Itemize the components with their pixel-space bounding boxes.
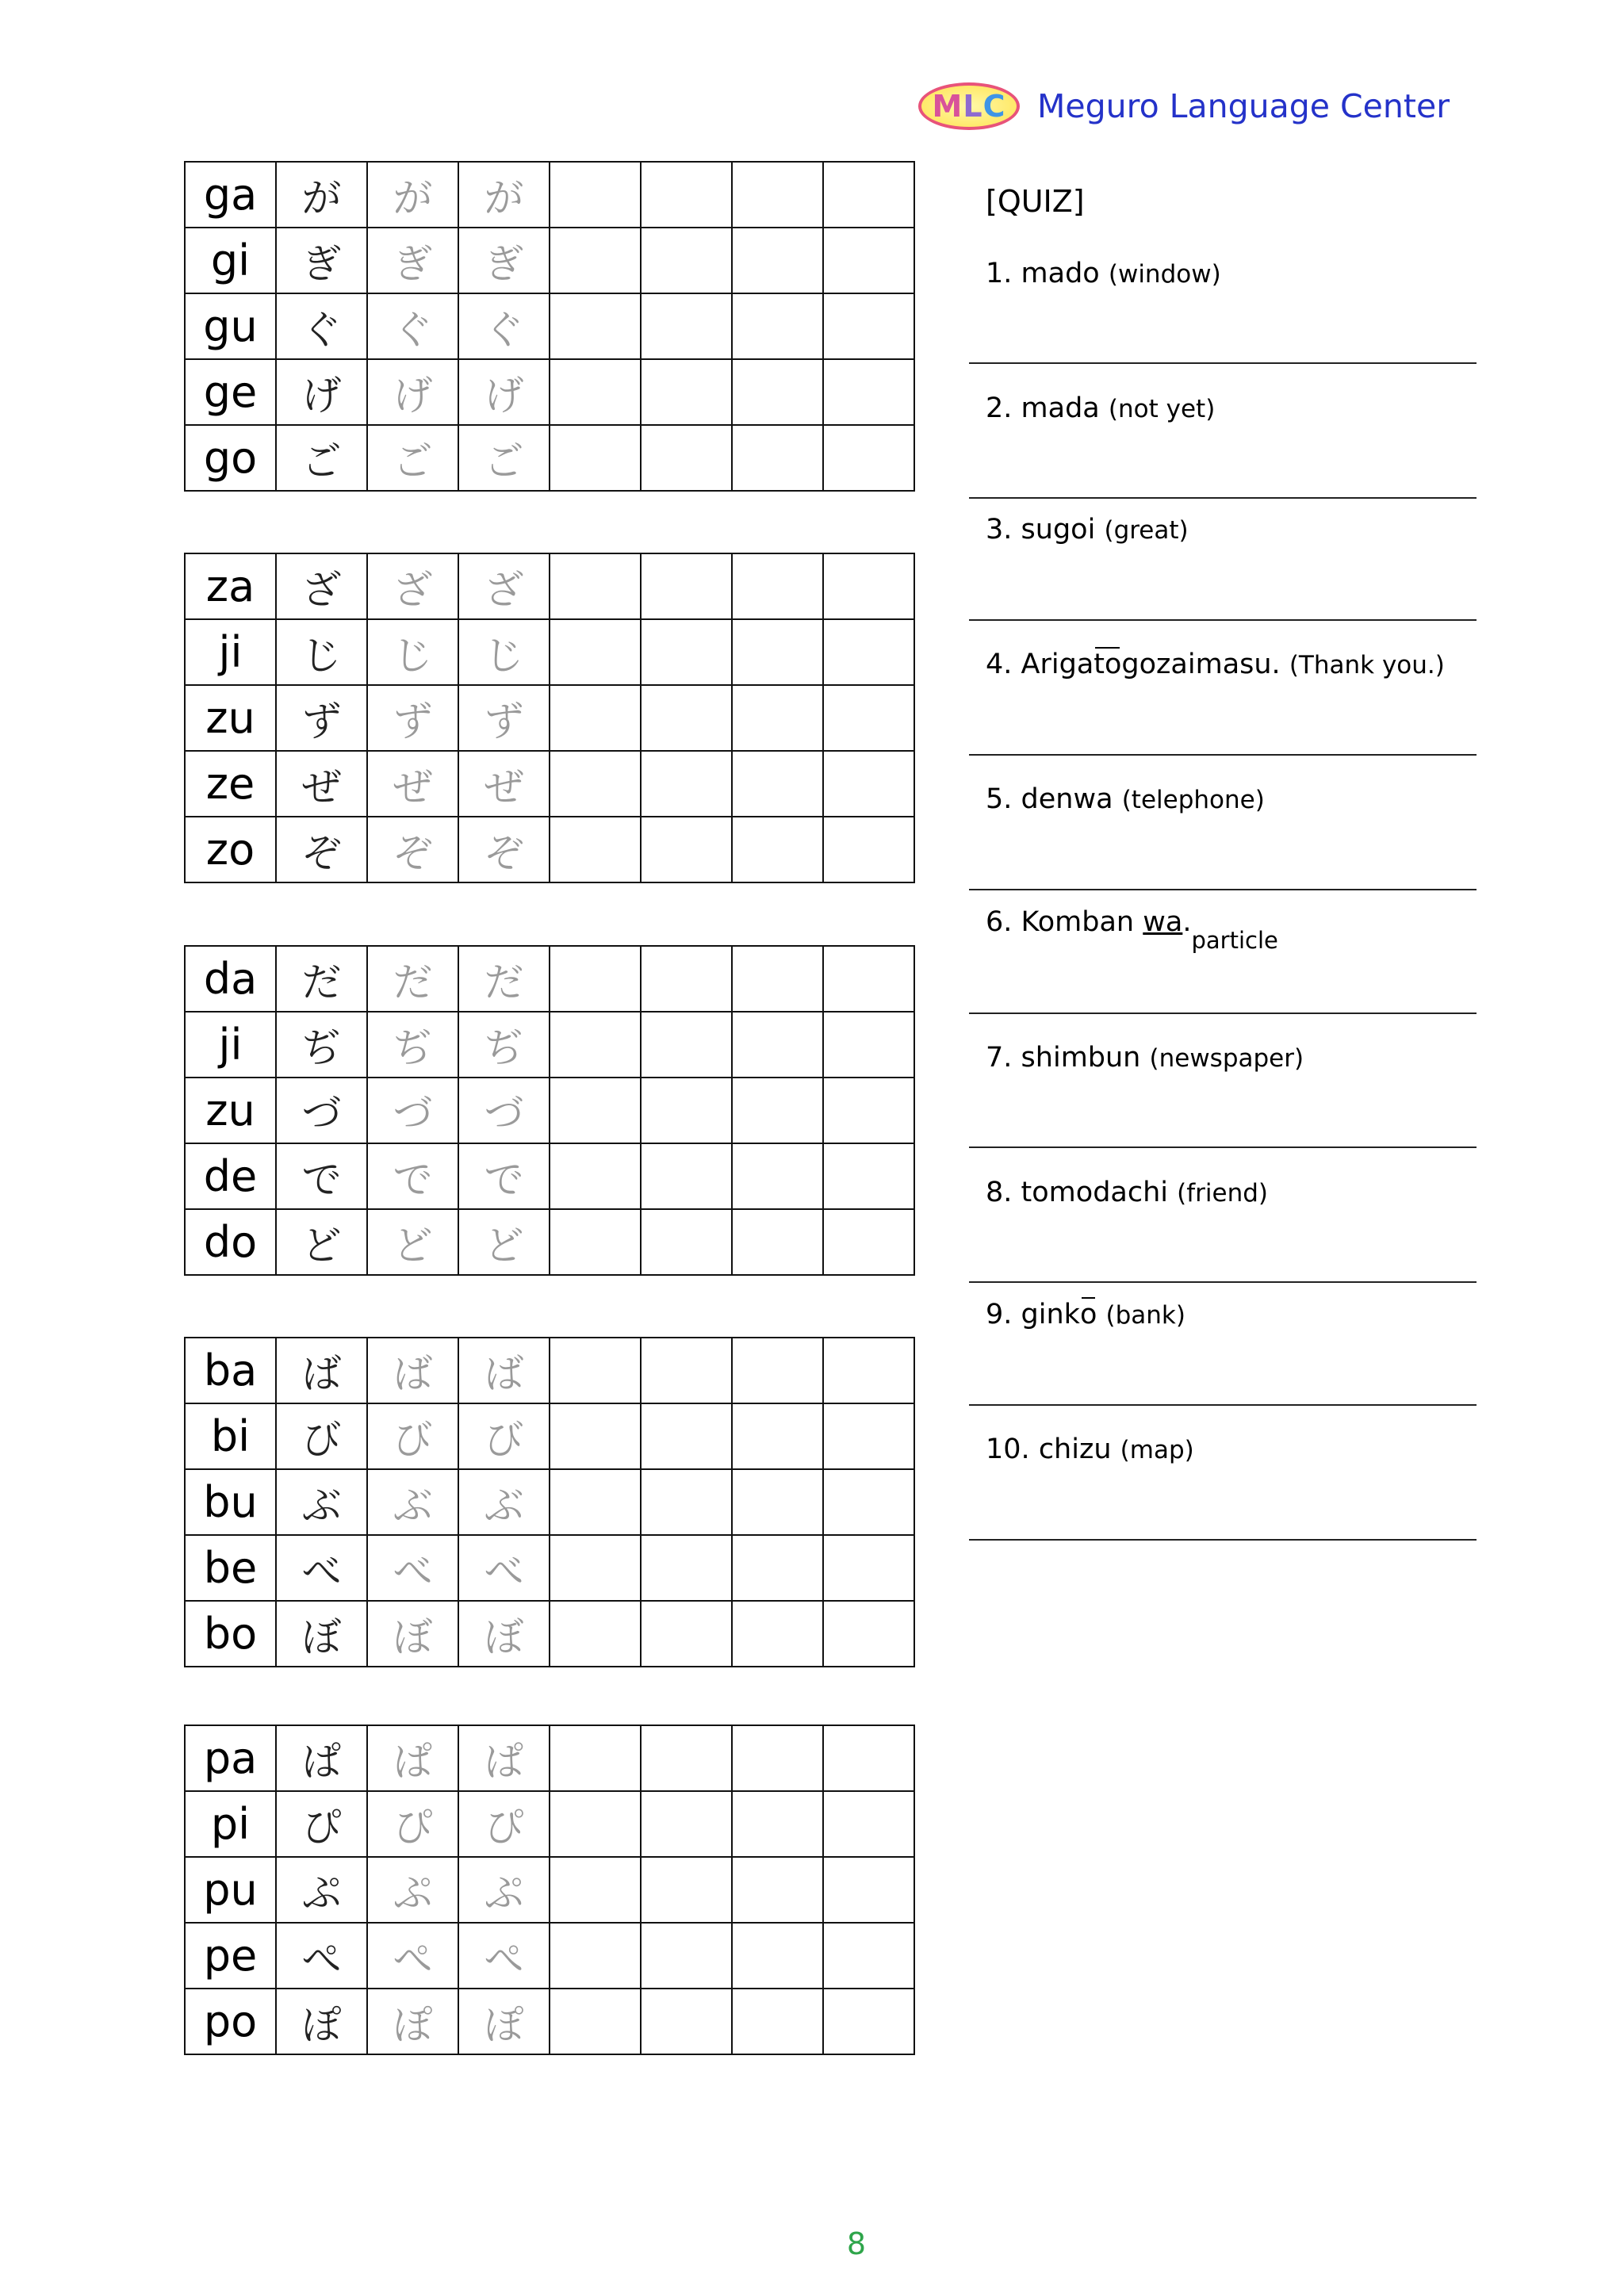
center-name: Meguro Language Center bbox=[1037, 87, 1450, 125]
practice-cell[interactable] bbox=[823, 1469, 914, 1535]
grid-row bbox=[185, 619, 914, 685]
practice-cell[interactable] bbox=[550, 1469, 641, 1535]
kana-trace-cell: ぷ bbox=[458, 1857, 550, 1923]
practice-cell[interactable] bbox=[550, 1078, 641, 1143]
kana-trace-cell: づ bbox=[367, 1078, 458, 1143]
kana-trace-cell: ぞ bbox=[367, 817, 458, 882]
practice-cell[interactable] bbox=[732, 1338, 823, 1403]
quiz-item-9 bbox=[986, 1299, 1185, 1330]
practice-cell[interactable] bbox=[550, 751, 641, 817]
practice-cell[interactable] bbox=[550, 1725, 641, 1791]
kana-model-cell: じ bbox=[276, 619, 367, 685]
practice-cell[interactable] bbox=[823, 359, 914, 425]
quiz-answer-line-3[interactable] bbox=[969, 619, 1477, 621]
kana-trace-cell: じ bbox=[458, 619, 550, 685]
quiz-item-hint: (window) bbox=[1108, 260, 1221, 289]
grid-row bbox=[185, 946, 914, 1012]
practice-cell[interactable] bbox=[550, 685, 641, 751]
practice-cell[interactable] bbox=[823, 1791, 914, 1857]
kana-trace-cell: ぺ bbox=[367, 1923, 458, 1989]
quiz-item-word: shimbun bbox=[1021, 1042, 1141, 1074]
romaji-cell: pi bbox=[185, 1791, 276, 1857]
practice-cell[interactable] bbox=[550, 1338, 641, 1403]
practice-cell[interactable] bbox=[823, 1601, 914, 1667]
kana-grid-2 bbox=[184, 553, 915, 883]
kana-trace-cell: ぞ bbox=[458, 817, 550, 882]
practice-cell[interactable] bbox=[732, 1791, 823, 1857]
romaji-cell: zu bbox=[185, 685, 276, 751]
kana-model-cell: が bbox=[276, 162, 367, 228]
quiz-item-3 bbox=[986, 514, 1189, 545]
quiz-item-hint: (friend) bbox=[1177, 1179, 1269, 1208]
kana-model-cell: ぽ bbox=[276, 1989, 367, 2054]
quiz-item-4 bbox=[986, 649, 1445, 680]
quiz-item-number: 10. bbox=[986, 1434, 1030, 1465]
practice-cell[interactable] bbox=[550, 1143, 641, 1209]
practice-cell[interactable] bbox=[641, 1791, 732, 1857]
romaji-cell: ba bbox=[185, 1338, 276, 1403]
kana-trace-cell: ぢ bbox=[367, 1012, 458, 1078]
practice-cell[interactable] bbox=[732, 1535, 823, 1601]
kana-trace-cell: ぱ bbox=[458, 1725, 550, 1791]
quiz-item-hint: (great) bbox=[1104, 516, 1189, 545]
practice-cell[interactable] bbox=[550, 817, 641, 882]
kana-model-cell: ぴ bbox=[276, 1791, 367, 1857]
practice-cell[interactable] bbox=[550, 1535, 641, 1601]
grid-row bbox=[185, 685, 914, 751]
practice-cell[interactable] bbox=[823, 293, 914, 359]
quiz-item-7 bbox=[986, 1042, 1304, 1074]
kana-trace-cell: び bbox=[458, 1403, 550, 1469]
kana-grid-4 bbox=[184, 1337, 915, 1667]
practice-cell[interactable] bbox=[550, 1403, 641, 1469]
practice-cell[interactable] bbox=[732, 817, 823, 882]
practice-cell[interactable] bbox=[732, 1601, 823, 1667]
romaji-cell: go bbox=[185, 425, 276, 491]
practice-cell[interactable] bbox=[641, 228, 732, 293]
practice-cell[interactable] bbox=[823, 228, 914, 293]
practice-cell[interactable] bbox=[641, 1989, 732, 2054]
grid-row bbox=[185, 1989, 914, 2054]
kana-model-cell: ぼ bbox=[276, 1601, 367, 1667]
quiz-item-word: denwa bbox=[1021, 783, 1113, 815]
romaji-cell: gi bbox=[185, 228, 276, 293]
grid-row bbox=[185, 228, 914, 293]
kana-trace-cell: ぶ bbox=[367, 1469, 458, 1535]
kana-model-cell: ご bbox=[276, 425, 367, 491]
word-part: Ariga bbox=[1021, 649, 1094, 680]
kana-trace-cell: ざ bbox=[458, 553, 550, 619]
word-part: gozaimasu. bbox=[1121, 649, 1281, 680]
kana-model-cell: ず bbox=[276, 685, 367, 751]
practice-cell[interactable] bbox=[823, 1078, 914, 1143]
romaji-cell: ga bbox=[185, 162, 276, 228]
practice-cell[interactable] bbox=[641, 946, 732, 1012]
practice-cell[interactable] bbox=[823, 751, 914, 817]
practice-cell[interactable] bbox=[732, 1403, 823, 1469]
quiz-item-word: mada bbox=[1021, 392, 1100, 424]
quiz-item-word: sugoi bbox=[1021, 514, 1096, 545]
kana-trace-cell: ぽ bbox=[367, 1989, 458, 2054]
kana-trace-cell: が bbox=[458, 162, 550, 228]
practice-cell[interactable] bbox=[641, 1601, 732, 1667]
practice-cell[interactable] bbox=[641, 1338, 732, 1403]
practice-cell[interactable] bbox=[641, 1209, 732, 1275]
practice-cell[interactable] bbox=[641, 1535, 732, 1601]
quiz-answer-line-4[interactable] bbox=[969, 754, 1477, 756]
practice-cell[interactable] bbox=[823, 425, 914, 491]
quiz-item-hint: (newspaper) bbox=[1149, 1044, 1304, 1073]
kana-trace-cell: ぎ bbox=[458, 228, 550, 293]
practice-cell[interactable] bbox=[550, 1209, 641, 1275]
practice-cell[interactable] bbox=[550, 1791, 641, 1857]
romaji-cell: bo bbox=[185, 1601, 276, 1667]
quiz-item-word: Komban bbox=[1021, 906, 1135, 938]
quiz-item-number: 9. bbox=[986, 1299, 1013, 1330]
practice-cell[interactable] bbox=[732, 685, 823, 751]
kana-trace-cell: ぴ bbox=[367, 1791, 458, 1857]
kana-model-cell: ぜ bbox=[276, 751, 367, 817]
romaji-cell: ge bbox=[185, 359, 276, 425]
romaji-cell: po bbox=[185, 1989, 276, 2054]
grid-row bbox=[185, 553, 914, 619]
kana-trace-cell: ぽ bbox=[458, 1989, 550, 2054]
header bbox=[918, 76, 1450, 136]
romaji-cell: bu bbox=[185, 1469, 276, 1535]
kana-trace-cell: ぶ bbox=[458, 1469, 550, 1535]
practice-cell[interactable] bbox=[823, 1403, 914, 1469]
grid-row bbox=[185, 817, 914, 882]
romaji-cell: ji bbox=[185, 619, 276, 685]
romaji-cell: zo bbox=[185, 817, 276, 882]
kana-trace-cell: ば bbox=[458, 1338, 550, 1403]
kana-model-cell: づ bbox=[276, 1078, 367, 1143]
grid-row bbox=[185, 1791, 914, 1857]
practice-cell[interactable] bbox=[823, 685, 914, 751]
grid-row bbox=[185, 1923, 914, 1989]
quiz-item-number: 1. bbox=[986, 258, 1013, 289]
grid-row bbox=[185, 1078, 914, 1143]
practice-cell[interactable] bbox=[732, 1078, 823, 1143]
romaji-cell: da bbox=[185, 946, 276, 1012]
practice-cell[interactable] bbox=[550, 1601, 641, 1667]
grid-row bbox=[185, 1857, 914, 1923]
kana-trace-cell: ぜ bbox=[367, 751, 458, 817]
kana-model-cell: ぱ bbox=[276, 1725, 367, 1791]
romaji-cell: ze bbox=[185, 751, 276, 817]
quiz-answer-line-2[interactable] bbox=[969, 497, 1477, 499]
quiz-item-5 bbox=[986, 783, 1265, 815]
grid-row bbox=[185, 1469, 914, 1535]
grid-row bbox=[185, 1403, 914, 1469]
kana-model-cell: ぶ bbox=[276, 1469, 367, 1535]
practice-cell[interactable] bbox=[823, 1338, 914, 1403]
kana-model-cell: べ bbox=[276, 1535, 367, 1601]
grid-row bbox=[185, 1209, 914, 1275]
quiz-item-word: tomodachi bbox=[1021, 1177, 1169, 1208]
quiz-answer-line-6[interactable] bbox=[969, 1013, 1477, 1014]
grid-row bbox=[185, 1535, 914, 1601]
romaji-cell: de bbox=[185, 1143, 276, 1209]
quiz-item-hint: (not yet) bbox=[1108, 395, 1216, 423]
practice-cell[interactable] bbox=[732, 293, 823, 359]
quiz-answer-line-9[interactable] bbox=[969, 1404, 1477, 1406]
practice-cell[interactable] bbox=[823, 1725, 914, 1791]
kana-trace-cell: ご bbox=[367, 425, 458, 491]
practice-cell[interactable] bbox=[823, 1143, 914, 1209]
practice-cell[interactable] bbox=[641, 1403, 732, 1469]
quiz-answer-line-7[interactable] bbox=[969, 1146, 1477, 1148]
practice-cell[interactable] bbox=[641, 619, 732, 685]
logo-letter-l: L bbox=[963, 89, 983, 124]
practice-cell[interactable] bbox=[641, 425, 732, 491]
grid-row bbox=[185, 751, 914, 817]
practice-cell[interactable] bbox=[732, 1209, 823, 1275]
kana-model-cell: ど bbox=[276, 1209, 367, 1275]
practice-cell[interactable] bbox=[550, 1012, 641, 1078]
practice-cell[interactable] bbox=[732, 228, 823, 293]
practice-cell[interactable] bbox=[732, 1469, 823, 1535]
practice-cell[interactable] bbox=[732, 751, 823, 817]
kana-model-cell: ぷ bbox=[276, 1857, 367, 1923]
kana-trace-cell: で bbox=[367, 1143, 458, 1209]
kana-grid-1 bbox=[184, 161, 915, 492]
grid-row bbox=[185, 425, 914, 491]
practice-cell[interactable] bbox=[641, 685, 732, 751]
particle-word: wa bbox=[1143, 906, 1183, 938]
practice-cell[interactable] bbox=[732, 1989, 823, 2054]
practice-cell[interactable] bbox=[641, 817, 732, 882]
quiz-item-6 bbox=[986, 906, 1278, 954]
logo-letter-m: M bbox=[932, 89, 963, 124]
romaji-cell: bi bbox=[185, 1403, 276, 1469]
quiz-item-period: . bbox=[1182, 906, 1192, 938]
kana-grid-5 bbox=[184, 1725, 915, 2055]
practice-cell[interactable] bbox=[823, 619, 914, 685]
practice-cell[interactable] bbox=[550, 619, 641, 685]
kana-trace-cell: だ bbox=[458, 946, 550, 1012]
practice-cell[interactable] bbox=[641, 1078, 732, 1143]
practice-cell[interactable] bbox=[732, 1923, 823, 1989]
word-part: gink bbox=[1021, 1299, 1080, 1330]
kana-trace-cell: ご bbox=[458, 425, 550, 491]
practice-cell[interactable] bbox=[641, 359, 732, 425]
quiz-answer-line-1[interactable] bbox=[969, 362, 1477, 364]
kana-trace-cell: べ bbox=[458, 1535, 550, 1601]
practice-cell[interactable] bbox=[641, 1923, 732, 1989]
kana-trace-cell: ぱ bbox=[367, 1725, 458, 1791]
practice-cell[interactable] bbox=[823, 817, 914, 882]
kana-trace-cell: だ bbox=[367, 946, 458, 1012]
kana-trace-cell: げ bbox=[367, 359, 458, 425]
practice-cell[interactable] bbox=[823, 162, 914, 228]
practice-cell[interactable] bbox=[550, 946, 641, 1012]
grid-row bbox=[185, 293, 914, 359]
quiz-item-hint: (telephone) bbox=[1121, 786, 1265, 814]
grid-row bbox=[185, 1012, 914, 1078]
practice-cell[interactable] bbox=[732, 1857, 823, 1923]
quiz-item-hint: (map) bbox=[1120, 1436, 1194, 1464]
romaji-cell: ji bbox=[185, 1012, 276, 1078]
grid-row bbox=[185, 1601, 914, 1667]
macron-vowel: o bbox=[1079, 1299, 1097, 1330]
grid-row bbox=[185, 359, 914, 425]
practice-cell[interactable] bbox=[550, 1857, 641, 1923]
kana-model-cell: ぢ bbox=[276, 1012, 367, 1078]
kana-trace-cell: び bbox=[367, 1403, 458, 1469]
practice-cell[interactable] bbox=[732, 162, 823, 228]
practice-cell[interactable] bbox=[823, 1989, 914, 2054]
kana-trace-cell: ず bbox=[458, 685, 550, 751]
logo-letter-c: C bbox=[982, 89, 1006, 124]
practice-cell[interactable] bbox=[641, 751, 732, 817]
quiz-item-8 bbox=[986, 1177, 1268, 1208]
kana-trace-cell: が bbox=[367, 162, 458, 228]
practice-cell[interactable] bbox=[732, 946, 823, 1012]
macron-vowel: to bbox=[1094, 649, 1122, 680]
practice-cell[interactable] bbox=[641, 1725, 732, 1791]
practice-cell[interactable] bbox=[732, 1725, 823, 1791]
romaji-cell: zu bbox=[185, 1078, 276, 1143]
practice-cell[interactable] bbox=[641, 553, 732, 619]
kana-model-cell: ぎ bbox=[276, 228, 367, 293]
kana-model-cell: だ bbox=[276, 946, 367, 1012]
quiz-item-hint: (Thank you.) bbox=[1289, 651, 1445, 679]
quiz-item-hint: (bank) bbox=[1105, 1301, 1185, 1330]
practice-cell[interactable] bbox=[823, 1535, 914, 1601]
quiz-item-number: 5. bbox=[986, 783, 1013, 815]
romaji-cell: do bbox=[185, 1209, 276, 1275]
practice-cell[interactable] bbox=[641, 1469, 732, 1535]
romaji-cell: gu bbox=[185, 293, 276, 359]
romaji-cell: be bbox=[185, 1535, 276, 1601]
practice-cell[interactable] bbox=[550, 1923, 641, 1989]
grid-row bbox=[185, 1725, 914, 1791]
practice-cell[interactable] bbox=[823, 1857, 914, 1923]
grid-row bbox=[185, 1143, 914, 1209]
kana-trace-cell: ぎ bbox=[367, 228, 458, 293]
practice-cell[interactable] bbox=[550, 228, 641, 293]
practice-cell[interactable] bbox=[641, 293, 732, 359]
kana-trace-cell: ず bbox=[367, 685, 458, 751]
kana-grid-3 bbox=[184, 945, 915, 1276]
quiz-item-word: chizu bbox=[1038, 1434, 1112, 1465]
page-number: 8 bbox=[846, 2226, 867, 2261]
quiz-item-10 bbox=[986, 1434, 1194, 1465]
practice-cell[interactable] bbox=[823, 1209, 914, 1275]
kana-trace-cell: ぼ bbox=[367, 1601, 458, 1667]
kana-trace-cell: ざ bbox=[367, 553, 458, 619]
kana-trace-cell: べ bbox=[367, 1535, 458, 1601]
quiz-item-word: mado bbox=[1021, 258, 1100, 289]
practice-cell[interactable] bbox=[732, 1012, 823, 1078]
practice-cell[interactable] bbox=[641, 1012, 732, 1078]
kana-trace-cell: ぐ bbox=[367, 293, 458, 359]
practice-cell[interactable] bbox=[641, 1857, 732, 1923]
mlc-logo bbox=[918, 82, 1020, 130]
quiz-answer-line-10[interactable] bbox=[969, 1539, 1477, 1541]
kana-trace-cell: じ bbox=[367, 619, 458, 685]
grid-row bbox=[185, 162, 914, 228]
practice-cell[interactable] bbox=[641, 1143, 732, 1209]
kana-trace-cell: ぐ bbox=[458, 293, 550, 359]
quiz-item-number: 8. bbox=[986, 1177, 1013, 1208]
quiz-title: [QUIZ] bbox=[986, 184, 1085, 219]
kana-trace-cell: げ bbox=[458, 359, 550, 425]
practice-cell[interactable] bbox=[823, 553, 914, 619]
kana-trace-cell: ば bbox=[367, 1338, 458, 1403]
kana-trace-cell: ぜ bbox=[458, 751, 550, 817]
practice-cell[interactable] bbox=[732, 1143, 823, 1209]
kana-trace-cell: ど bbox=[367, 1209, 458, 1275]
kana-trace-cell: ぷ bbox=[367, 1857, 458, 1923]
kana-trace-cell: ど bbox=[458, 1209, 550, 1275]
romaji-cell: za bbox=[185, 553, 276, 619]
romaji-cell: pu bbox=[185, 1857, 276, 1923]
kana-model-cell: ぞ bbox=[276, 817, 367, 882]
quiz-item-word bbox=[1021, 1299, 1097, 1330]
kana-model-cell: げ bbox=[276, 359, 367, 425]
romaji-cell: pa bbox=[185, 1725, 276, 1791]
kana-model-cell: ぐ bbox=[276, 293, 367, 359]
kana-model-cell: で bbox=[276, 1143, 367, 1209]
practice-cell[interactable] bbox=[732, 619, 823, 685]
kana-trace-cell: づ bbox=[458, 1078, 550, 1143]
quiz-item-number: 3. bbox=[986, 514, 1013, 545]
practice-cell[interactable] bbox=[641, 162, 732, 228]
practice-cell[interactable] bbox=[550, 162, 641, 228]
particle-note: particle bbox=[1191, 927, 1278, 954]
practice-cell[interactable] bbox=[732, 425, 823, 491]
practice-cell[interactable] bbox=[823, 946, 914, 1012]
practice-cell[interactable] bbox=[823, 1923, 914, 1989]
practice-cell[interactable] bbox=[550, 293, 641, 359]
quiz-item-2 bbox=[986, 392, 1215, 424]
quiz-item-number: 4. bbox=[986, 649, 1013, 680]
romaji-cell: pe bbox=[185, 1923, 276, 1989]
quiz-answer-line-8[interactable] bbox=[969, 1281, 1477, 1283]
kana-model-cell: び bbox=[276, 1403, 367, 1469]
practice-cell[interactable] bbox=[823, 1012, 914, 1078]
kana-model-cell: ぺ bbox=[276, 1923, 367, 1989]
kana-model-cell: ざ bbox=[276, 553, 367, 619]
practice-cell[interactable] bbox=[732, 553, 823, 619]
practice-cell[interactable] bbox=[550, 1989, 641, 2054]
quiz-item-number: 2. bbox=[986, 392, 1013, 424]
practice-cell[interactable] bbox=[550, 553, 641, 619]
grid-row bbox=[185, 1338, 914, 1403]
quiz-item-number: 7. bbox=[986, 1042, 1013, 1074]
quiz-answer-line-5[interactable] bbox=[969, 889, 1477, 890]
quiz-item-1 bbox=[986, 258, 1221, 289]
kana-trace-cell: で bbox=[458, 1143, 550, 1209]
kana-trace-cell: ぼ bbox=[458, 1601, 550, 1667]
practice-cell[interactable] bbox=[550, 359, 641, 425]
kana-trace-cell: ぴ bbox=[458, 1791, 550, 1857]
quiz-item-number: 6. bbox=[986, 906, 1013, 938]
kana-trace-cell: ぺ bbox=[458, 1923, 550, 1989]
kana-trace-cell: ぢ bbox=[458, 1012, 550, 1078]
practice-cell[interactable] bbox=[550, 425, 641, 491]
quiz-item-word bbox=[1021, 649, 1281, 680]
practice-cell[interactable] bbox=[732, 359, 823, 425]
kana-model-cell: ば bbox=[276, 1338, 367, 1403]
